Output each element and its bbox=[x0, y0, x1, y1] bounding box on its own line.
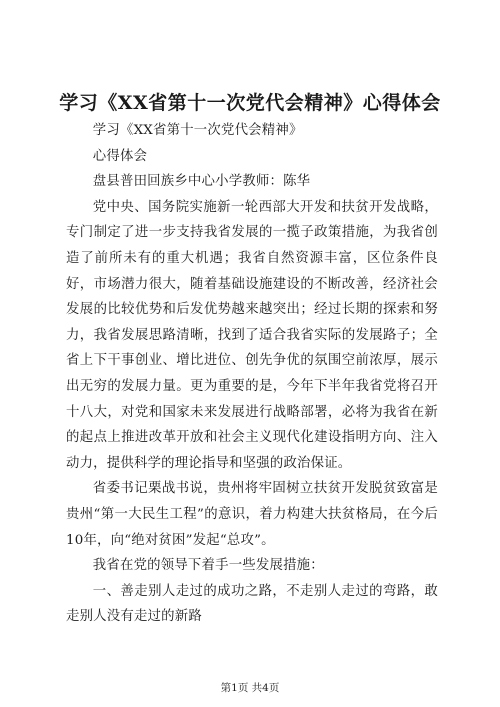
body-paragraph: 我省在党的领导下着手一些发展措施： bbox=[92, 558, 324, 574]
subtitle-line: 学习《XX省第十一次党代会精神》 bbox=[92, 123, 303, 138]
body-paragraph: 党中央、国务院实施新一轮西部大开发和扶贫开发战略，专门制定了进一步支持我省发展的一揽子政策措施，为我省创造了前所未有的重大机遇；我省自然资源丰富，区位条件良好，市场潜力很大，随着基础设施建设的不断改善，经济社会发展的比较优势和后发优势越来越突出；经过长期的探索和努力，我省发展思路清晰，找到了适合我省实际的发展路子；全省上下干事创业、增比进位、创先争优的氛围空前浓厚，展示出无穷的发展力量。更为重要的是，今年下半年我省党将召开十八大，对党和国家未来发展进行战略部署，必将为我省在新的起点上推进改革开放和社会主义现代化建设指明方向、注入动力，提供科学的理论指导和坚强的政治保证。 bbox=[66, 199, 438, 471]
page-footer: 第1页 共4页 bbox=[220, 682, 280, 694]
author-line: 盘县普田回族乡中心小学教师：陈华 bbox=[92, 174, 311, 190]
document-title: 学习《XX省第十一次党代会精神》心得体会 bbox=[59, 92, 441, 114]
document-body bbox=[66, 118, 438, 630]
section-heading: 一、善走别人走过的成功之路，不走别人走过的弯路，敢走别人没有走过的新路 bbox=[66, 583, 438, 625]
subtitle-line-2: 心得体会 bbox=[92, 148, 148, 164]
body-paragraph: 省委书记栗战书说，贵州将牢固树立扶贫开发脱贫致富是贵州“第一大民生工程”的意识，着力构建大扶贫格局，在今后10年，向“绝对贫困”发起“总攻”。 bbox=[66, 481, 438, 548]
